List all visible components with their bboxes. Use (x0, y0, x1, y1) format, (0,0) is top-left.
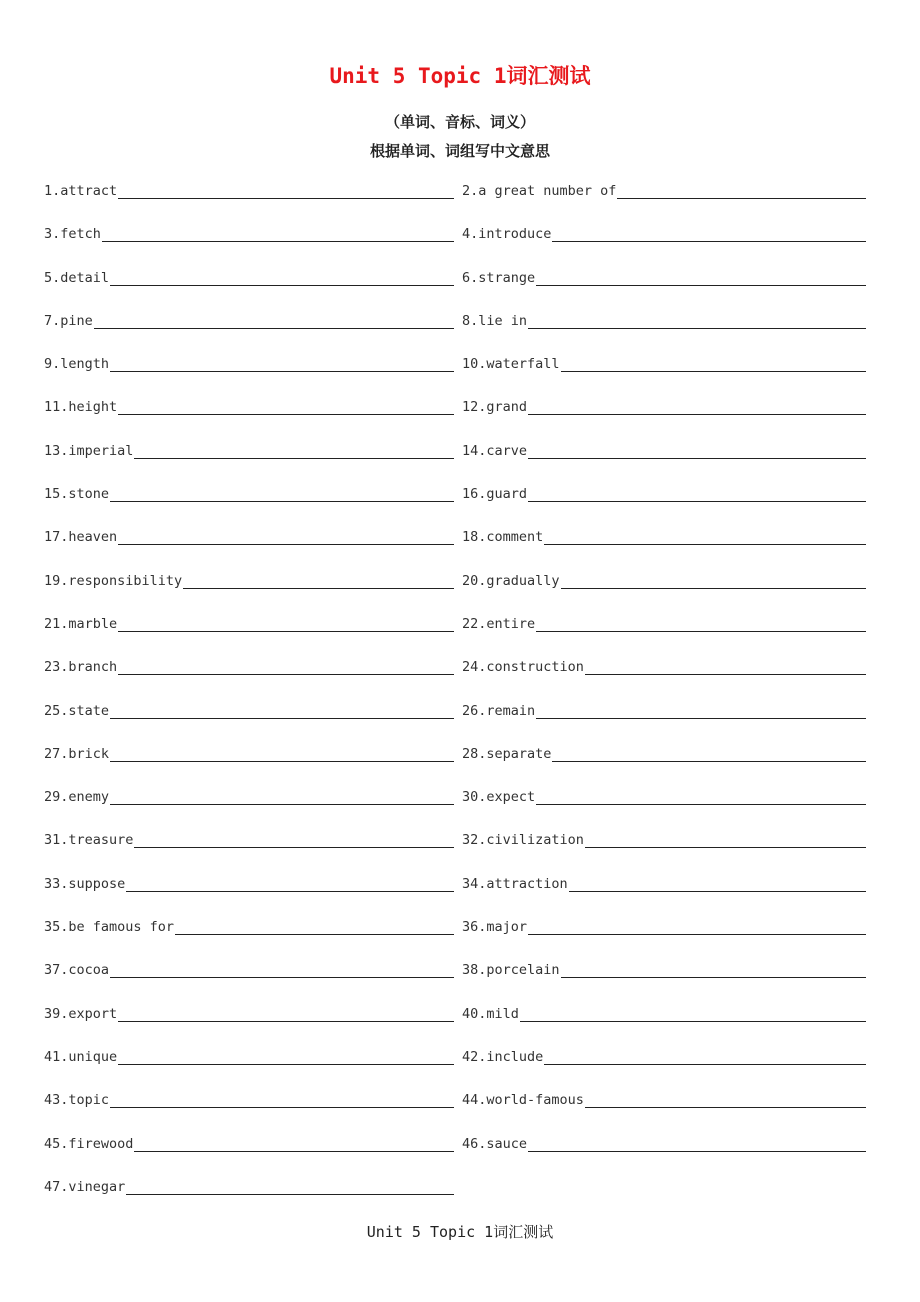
vocab-item (44, 698, 454, 719)
vocab-term: responsibility (68, 572, 183, 589)
vocab-item (462, 1131, 866, 1152)
vocab-number: 4. (462, 226, 479, 243)
vocab-number: 29. (44, 789, 69, 806)
vocab-item (44, 654, 454, 675)
vocab-number: 34. (462, 875, 487, 892)
vocab-term: expect (486, 789, 536, 806)
vocab-number: 13. (44, 442, 69, 459)
answer-blank[interactable] (528, 440, 866, 459)
answer-blank[interactable] (536, 786, 866, 805)
vocab-number: 36. (462, 919, 487, 936)
vocab-word (44, 962, 109, 978)
vocab-number: 46. (462, 1135, 487, 1152)
answer-blank[interactable] (561, 959, 866, 978)
vocab-item (462, 871, 866, 892)
answer-blank[interactable] (585, 656, 866, 675)
vocab-number: 12. (462, 399, 487, 416)
vocab-term: be famous for (68, 919, 175, 936)
vocab-number: 24. (462, 659, 487, 676)
answer-blank[interactable] (118, 613, 454, 632)
vocab-term: waterfall (486, 356, 560, 373)
vocab-word (44, 183, 117, 199)
answer-blank[interactable] (552, 223, 866, 242)
vocab-word (462, 659, 584, 675)
vocab-number: 32. (462, 832, 487, 849)
vocab-number: 20. (462, 572, 487, 589)
vocab-item (44, 178, 454, 199)
vocab-word (462, 789, 535, 805)
vocab-item (462, 611, 866, 632)
answer-blank[interactable] (110, 1089, 454, 1108)
vocab-term: remain (486, 702, 536, 719)
vocab-word (44, 1136, 133, 1152)
vocab-word (44, 486, 109, 502)
answer-blank[interactable] (528, 1133, 866, 1152)
answer-blank[interactable] (94, 310, 454, 329)
vocab-item (462, 1044, 866, 1065)
vocab-term: imperial (68, 442, 134, 459)
vocab-number: 21. (44, 615, 69, 632)
vocab-word (44, 789, 109, 805)
vocab-number: 16. (462, 486, 487, 503)
vocab-item (462, 221, 866, 242)
vocab-word (44, 313, 93, 329)
vocab-number: 22. (462, 615, 487, 632)
vocab-word (44, 356, 109, 372)
vocab-item (462, 394, 866, 415)
answer-blank[interactable] (561, 353, 866, 372)
vocab-word (44, 703, 109, 719)
vocab-word (44, 616, 117, 632)
vocab-number: 40. (462, 1005, 487, 1022)
vocab-term: heaven (68, 529, 118, 546)
vocab-item (44, 1087, 454, 1108)
answer-blank[interactable] (118, 396, 454, 415)
vocab-item (44, 1044, 454, 1065)
answer-blank[interactable] (528, 916, 866, 935)
vocab-number: 6. (462, 269, 479, 286)
vocab-word (44, 1006, 117, 1022)
vocab-item (44, 871, 454, 892)
vocab-term: construction (486, 659, 584, 676)
vocab-word (462, 573, 560, 589)
vocab-item (462, 568, 866, 589)
vocab-item (44, 784, 454, 805)
instruction: 根据单词、词组写中文意思 (369, 142, 550, 160)
answer-blank[interactable] (126, 873, 454, 892)
vocab-word (462, 703, 535, 719)
vocab-number: 30. (462, 789, 487, 806)
vocab-item (44, 351, 454, 372)
vocab-word (44, 573, 182, 589)
vocab-item (462, 827, 866, 848)
vocab-word (462, 226, 551, 242)
vocab-term: suppose (68, 875, 126, 892)
answer-blank[interactable] (110, 786, 454, 805)
vocab-word (462, 356, 560, 372)
answer-blank[interactable] (110, 700, 454, 719)
vocab-number: 14. (462, 442, 487, 459)
vocab-term: branch (68, 659, 118, 676)
vocab-term: fetch (60, 226, 101, 243)
answer-blank[interactable] (126, 1176, 454, 1195)
answer-blank[interactable] (520, 1003, 866, 1022)
vocab-item (44, 1131, 454, 1152)
vocab-item (462, 308, 866, 329)
vocab-item (44, 827, 454, 848)
vocab-item (462, 914, 866, 935)
vocab-term: grand (486, 399, 528, 416)
vocab-number: 37. (44, 962, 69, 979)
vocab-item (44, 1001, 454, 1022)
answer-blank[interactable] (118, 526, 454, 545)
vocab-word (462, 876, 568, 892)
vocab-word (462, 919, 527, 935)
answer-blank[interactable] (536, 267, 866, 286)
vocab-word (44, 270, 109, 286)
vocab-number: 27. (44, 745, 69, 762)
answer-blank[interactable] (544, 1046, 866, 1065)
vocab-item (44, 481, 454, 502)
vocab-number: 41. (44, 1048, 69, 1065)
vocab-number: 38. (462, 962, 487, 979)
vocab-word (44, 1049, 117, 1065)
vocab-term: porcelain (486, 962, 560, 979)
answer-blank[interactable] (528, 310, 866, 329)
vocab-number: 23. (44, 659, 69, 676)
vocab-number: 2. (462, 183, 479, 199)
answer-blank[interactable] (536, 613, 866, 632)
answer-blank[interactable] (134, 1133, 454, 1152)
vocab-word (462, 1049, 543, 1065)
page-footer: Unit 5 Topic 1词汇测试 (366, 1223, 554, 1241)
vocab-number: 25. (44, 702, 69, 719)
answer-blank[interactable] (110, 267, 454, 286)
vocab-word (462, 1092, 584, 1108)
answer-blank[interactable] (569, 873, 866, 892)
vocab-item (44, 1174, 454, 1195)
answer-blank[interactable] (528, 483, 866, 502)
answer-blank[interactable] (118, 656, 454, 675)
answer-blank[interactable] (118, 180, 454, 199)
answer-blank[interactable] (175, 916, 454, 935)
vocab-term: cocoa (68, 962, 110, 979)
vocab-word (462, 313, 527, 329)
vocab-term: attraction (486, 875, 568, 892)
vocab-term: world-famous (486, 1092, 584, 1109)
answer-blank[interactable] (110, 483, 454, 502)
vocab-number: 11. (44, 399, 69, 416)
answer-blank[interactable] (134, 829, 454, 848)
vocab-word (462, 832, 584, 848)
vocab-item (44, 957, 454, 978)
vocab-word (462, 1136, 527, 1152)
vocab-term: entire (486, 615, 536, 632)
vocab-term: pine (60, 312, 93, 329)
answer-blank[interactable] (585, 829, 866, 848)
vocab-term: a great number of (478, 183, 617, 199)
vocab-item (44, 265, 454, 286)
vocab-item (44, 221, 454, 242)
vocab-term: guard (486, 486, 528, 503)
vocab-item (462, 654, 866, 675)
vocab-number: 31. (44, 832, 69, 849)
answer-blank[interactable] (617, 180, 866, 199)
vocab-term: comment (486, 529, 544, 546)
vocab-term: include (486, 1048, 544, 1065)
vocab-term: unique (68, 1048, 118, 1065)
vocab-term: vinegar (68, 1178, 126, 1195)
vocab-item (462, 265, 866, 286)
vocab-term: mild (486, 1005, 519, 1022)
answer-blank[interactable] (110, 353, 454, 372)
vocab-item (462, 351, 866, 372)
vocab-term: separate (486, 745, 552, 762)
vocab-term: gradually (486, 572, 560, 589)
vocab-number: 47. (44, 1178, 69, 1195)
vocab-term: stone (68, 486, 110, 503)
vocab-term: marble (68, 615, 118, 632)
vocab-word (462, 183, 616, 199)
vocab-number: 39. (44, 1005, 69, 1022)
vocab-number: 10. (462, 356, 487, 373)
answer-blank[interactable] (110, 743, 454, 762)
vocab-number: 43. (44, 1092, 69, 1109)
vocab-word (462, 529, 543, 545)
answer-blank[interactable] (102, 223, 454, 242)
vocab-word (462, 270, 535, 286)
vocab-word (44, 659, 117, 675)
vocab-term: civilization (486, 832, 584, 849)
vocab-word (44, 399, 117, 415)
vocab-word (462, 486, 527, 502)
vocab-item (44, 741, 454, 762)
answer-blank[interactable] (561, 570, 866, 589)
vocab-item (44, 394, 454, 415)
page-title: Unit 5 Topic 1词汇测试 (329, 64, 591, 88)
answer-blank[interactable] (118, 1003, 454, 1022)
answer-blank[interactable] (134, 440, 454, 459)
vocab-word (44, 919, 174, 935)
vocab-number: 44. (462, 1092, 487, 1109)
vocab-word (44, 1179, 125, 1195)
vocab-number: 33. (44, 875, 69, 892)
vocab-word (44, 746, 109, 762)
vocab-term: firewood (68, 1135, 134, 1152)
vocab-word (462, 616, 535, 632)
vocab-term: enemy (68, 789, 110, 806)
subtitle: （单词、音标、词义） (384, 113, 535, 131)
vocab-item (462, 524, 866, 545)
vocab-word (44, 529, 117, 545)
answer-blank[interactable] (528, 396, 866, 415)
vocab-item (44, 914, 454, 935)
vocab-number: 8. (462, 312, 479, 329)
vocab-number: 15. (44, 486, 69, 503)
vocab-number: 3. (44, 226, 61, 243)
vocab-term: carve (486, 442, 528, 459)
vocab-term: sauce (486, 1135, 528, 1152)
vocab-item (462, 957, 866, 978)
vocab-term: strange (478, 269, 536, 286)
vocab-word (462, 746, 551, 762)
vocab-word (462, 962, 560, 978)
vocab-item (462, 784, 866, 805)
vocab-item (44, 611, 454, 632)
vocab-word (462, 1006, 519, 1022)
vocab-term: height (68, 399, 118, 416)
vocab-number: 26. (462, 702, 487, 719)
vocab-item (462, 178, 866, 199)
vocab-item (44, 438, 454, 459)
answer-blank[interactable] (536, 700, 866, 719)
vocab-word (44, 832, 133, 848)
vocab-number: 35. (44, 919, 69, 936)
vocab-number: 7. (44, 312, 61, 329)
answer-blank[interactable] (110, 959, 454, 978)
vocab-number: 1. (44, 183, 61, 199)
vocab-number: 28. (462, 745, 487, 762)
vocab-item (462, 481, 866, 502)
vocab-term: export (68, 1005, 118, 1022)
vocab-item (462, 438, 866, 459)
answer-blank[interactable] (118, 1046, 454, 1065)
vocab-term: lie in (478, 312, 528, 329)
vocab-term: treasure (68, 832, 134, 849)
vocab-term: major (486, 919, 528, 936)
vocab-word (44, 1092, 109, 1108)
vocab-term: brick (68, 745, 110, 762)
vocab-number: 5. (44, 269, 61, 286)
vocab-number: 18. (462, 529, 487, 546)
vocab-item (44, 308, 454, 329)
vocab-item (462, 698, 866, 719)
vocab-item (462, 1001, 866, 1022)
vocab-number: 45. (44, 1135, 69, 1152)
vocab-number: 9. (44, 356, 61, 373)
vocab-term: length (60, 356, 110, 373)
answer-blank[interactable] (585, 1089, 866, 1108)
vocabulary-list (44, 178, 866, 1217)
vocab-term: introduce (478, 226, 552, 243)
answer-blank[interactable] (544, 526, 866, 545)
vocab-number: 19. (44, 572, 69, 589)
vocab-item (44, 524, 454, 545)
answer-blank[interactable] (183, 570, 454, 589)
vocab-word (462, 399, 527, 415)
vocab-word (44, 876, 125, 892)
vocab-item (462, 1087, 866, 1108)
vocab-term: state (68, 702, 110, 719)
vocab-word (462, 443, 527, 459)
vocab-number: 42. (462, 1048, 487, 1065)
vocab-item (462, 741, 866, 762)
vocab-term: detail (60, 269, 110, 286)
vocab-term: attract (60, 183, 118, 199)
vocab-number: 17. (44, 529, 69, 546)
vocab-word (44, 443, 133, 459)
vocab-term: topic (68, 1092, 110, 1109)
vocab-item (44, 568, 454, 589)
answer-blank[interactable] (552, 743, 866, 762)
vocab-word (44, 226, 101, 242)
